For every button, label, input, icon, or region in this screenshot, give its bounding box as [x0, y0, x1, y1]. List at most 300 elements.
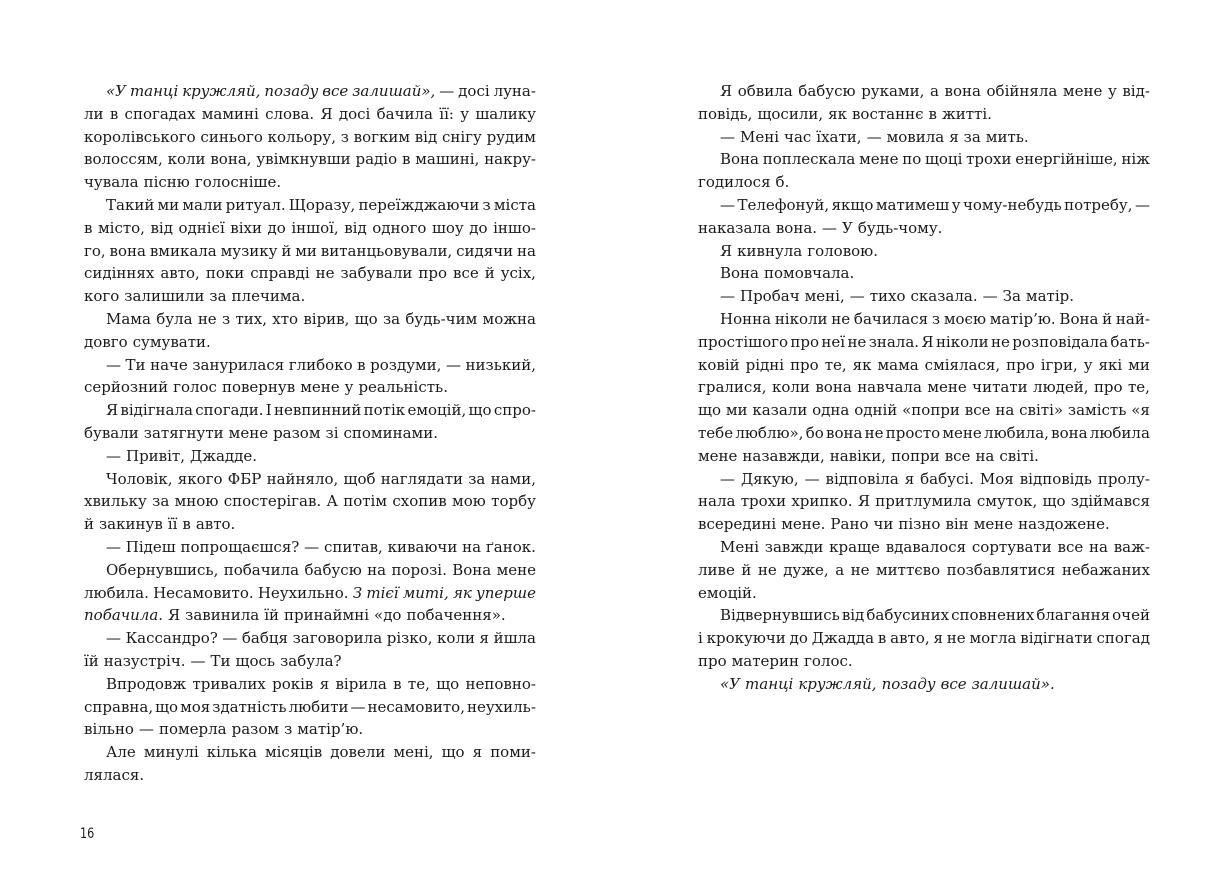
word: Вона	[720, 150, 759, 169]
word: довго	[84, 332, 128, 351]
word: в	[182, 515, 191, 534]
word: не	[946, 629, 966, 648]
word: мовила	[886, 127, 945, 146]
word: навіки,	[829, 446, 887, 465]
text-line	[84, 627, 536, 650]
word: у	[1107, 82, 1117, 100]
word: тихо	[869, 287, 906, 306]
word: сказала.	[910, 287, 978, 306]
word: будь-чим	[405, 309, 478, 328]
word: на	[975, 446, 995, 465]
word: я	[949, 127, 959, 146]
word: низький,	[465, 355, 536, 374]
word: що	[698, 401, 721, 420]
word: невпинний	[274, 401, 362, 420]
word: —	[720, 127, 735, 146]
word: щосили,	[757, 104, 824, 123]
word: знала.	[868, 332, 920, 351]
word: кружляй,	[798, 674, 877, 693]
word: спитав,	[323, 537, 383, 556]
word: —	[222, 629, 238, 648]
word: якщо	[831, 195, 874, 214]
text-line	[698, 217, 1150, 240]
word: міста	[493, 195, 536, 214]
word: —	[1134, 195, 1150, 214]
word: до	[469, 218, 488, 237]
text-line	[84, 354, 536, 377]
word: зі	[325, 423, 339, 442]
word: сумувати.	[132, 332, 211, 351]
word: я	[933, 629, 943, 648]
word: як	[852, 355, 872, 374]
word: мене	[973, 515, 1014, 534]
word: Я	[857, 492, 870, 511]
text-line	[84, 490, 536, 513]
word: поми-	[490, 743, 536, 762]
word: однієї	[178, 218, 225, 237]
word: по	[902, 150, 922, 169]
word: шоу	[431, 218, 464, 237]
text-line	[698, 399, 1150, 422]
word: киваючи	[387, 537, 458, 556]
word: «до	[374, 606, 402, 625]
word: якого	[177, 469, 223, 488]
text-line	[698, 80, 1150, 103]
word: їй	[264, 606, 280, 625]
word: лялася.	[84, 765, 145, 784]
word: бачилася	[853, 309, 929, 328]
word: За	[1002, 287, 1021, 306]
word: коли	[437, 629, 475, 648]
word: залишили	[124, 287, 205, 306]
word: мене	[942, 423, 982, 442]
word: матір’ю.	[297, 720, 364, 739]
word: Впродовж	[106, 674, 187, 693]
word: все	[940, 674, 967, 693]
text-line	[84, 308, 536, 331]
word: справна,	[84, 697, 154, 716]
word: про	[1006, 355, 1035, 374]
word: простішого	[698, 332, 788, 351]
word: неповно-	[465, 674, 536, 693]
text-line	[698, 148, 1150, 171]
word: щось	[235, 651, 276, 670]
word: нала	[698, 492, 736, 511]
word: люблю»,	[735, 423, 804, 442]
word: —	[866, 127, 882, 146]
word: тебе	[698, 423, 734, 442]
word: іншої,	[291, 218, 339, 237]
word: про	[790, 355, 819, 374]
word: що	[354, 309, 378, 328]
word: років	[272, 674, 314, 693]
text-line	[84, 559, 536, 582]
word: Ти	[125, 355, 146, 374]
text-line	[698, 468, 1150, 491]
word: годилося	[698, 173, 771, 192]
word: енергійніше,	[1015, 150, 1118, 169]
text-line	[698, 490, 1150, 513]
word: Вона	[720, 264, 759, 283]
word: чому-небудь	[962, 195, 1062, 214]
text-line	[84, 399, 536, 422]
word: все	[944, 446, 971, 465]
word: пізно	[898, 515, 941, 534]
word: —	[982, 287, 998, 306]
word: не	[850, 560, 870, 579]
word: любити	[288, 697, 349, 716]
word: все	[964, 401, 991, 420]
word: «попри	[902, 401, 960, 420]
word: на	[367, 560, 387, 579]
text-line	[84, 468, 536, 491]
word: Рано	[830, 515, 869, 534]
word: наглядати	[380, 469, 464, 488]
word: занурилася	[192, 355, 285, 374]
text-line	[84, 194, 536, 217]
word: нами,	[490, 469, 536, 488]
word: Мені	[720, 537, 760, 556]
word: з	[284, 720, 293, 739]
word: бабусю	[304, 560, 362, 579]
word: їй	[84, 651, 99, 670]
word: Чоловік,	[106, 469, 173, 488]
word: одна	[812, 401, 850, 420]
word: спогад	[1096, 629, 1150, 648]
word: Нонна	[720, 309, 772, 328]
word: —	[106, 629, 121, 648]
text-line	[84, 240, 536, 263]
word: любила	[1089, 423, 1150, 442]
word: те,	[407, 674, 430, 693]
word: попрощаєшся?	[180, 537, 300, 556]
word: на	[1089, 537, 1108, 556]
word: Відвернувшись	[720, 606, 840, 625]
word: ніж	[1121, 150, 1150, 169]
word: я	[472, 743, 483, 762]
word: мене	[496, 560, 536, 579]
word: ігри,	[1040, 355, 1078, 374]
word: мене	[300, 378, 340, 397]
word: востаннє	[851, 104, 924, 123]
text-line	[84, 582, 536, 605]
text-line	[698, 673, 1150, 696]
word: важ-	[1113, 537, 1150, 556]
word: кружляй,	[182, 82, 261, 100]
word: все	[322, 82, 349, 100]
word: ми	[157, 195, 180, 214]
page-number: 16	[80, 826, 95, 842]
word: й	[484, 264, 495, 283]
word: в	[877, 629, 887, 648]
word: сидіннях	[84, 264, 155, 283]
word: іншо-	[493, 218, 536, 237]
word: як	[452, 583, 472, 602]
word: —	[720, 195, 735, 214]
text-line	[84, 171, 536, 194]
word: спостерігав.	[223, 492, 322, 511]
text-line	[84, 604, 536, 627]
word: справді	[250, 264, 310, 283]
word: —	[106, 355, 121, 374]
word: що	[468, 401, 492, 420]
word: мить.	[985, 127, 1029, 146]
text-line	[698, 103, 1150, 126]
word: мене	[927, 378, 967, 397]
text-line	[84, 376, 536, 399]
word: у	[951, 195, 961, 214]
word: світі»	[1019, 401, 1064, 420]
word: тієї	[366, 583, 399, 602]
word: вірила	[335, 674, 387, 693]
word: в	[393, 674, 402, 693]
word: щоб	[343, 469, 376, 488]
word: очей	[1112, 606, 1150, 625]
word: мама	[877, 355, 919, 374]
word: вірив,	[303, 309, 350, 328]
word: принаймні	[284, 606, 370, 625]
word: і	[698, 629, 703, 648]
word: А	[326, 492, 338, 511]
word: гралися,	[698, 378, 767, 397]
word: потребу,	[1064, 195, 1133, 214]
word: чи	[873, 515, 894, 534]
word: мене	[859, 150, 899, 169]
word: пісню	[143, 173, 190, 192]
word: танці	[745, 674, 794, 693]
word: побачила.	[84, 606, 164, 625]
word: будь-чому.	[857, 218, 943, 237]
word: танці	[129, 82, 179, 100]
text-line	[84, 285, 536, 308]
word: —	[106, 446, 121, 465]
word: —	[106, 537, 121, 556]
word: що	[155, 697, 179, 716]
word: вона	[815, 378, 852, 397]
text-line	[84, 217, 536, 240]
word: відігнати	[1020, 629, 1093, 648]
word: мене	[698, 446, 738, 465]
word: минулі	[143, 743, 199, 762]
word: й	[281, 241, 292, 260]
word: з	[482, 195, 491, 214]
word: не	[831, 309, 851, 328]
text-line	[698, 331, 1150, 354]
word: різко,	[386, 629, 433, 648]
text-line	[84, 422, 536, 445]
word: несамовито,	[367, 697, 465, 716]
word: —	[720, 287, 735, 306]
word: Несамовито.	[153, 583, 254, 602]
word: просто	[885, 423, 941, 442]
word: в	[109, 104, 119, 123]
word: рідні	[745, 355, 785, 374]
word: й	[84, 515, 94, 534]
word: й	[1102, 309, 1113, 328]
word: неї	[821, 332, 846, 351]
word: потік	[363, 401, 406, 420]
word: місяців	[264, 743, 323, 762]
word: руками,	[861, 82, 925, 100]
word: матір.	[1025, 287, 1074, 306]
word: позаду	[881, 674, 936, 693]
word: торбу	[491, 492, 536, 511]
text-line	[84, 696, 536, 719]
word: краще	[829, 537, 880, 556]
word: Моя	[979, 469, 1014, 488]
text-line	[84, 80, 536, 103]
word: тривалих	[192, 674, 266, 693]
word: неухиль-	[466, 697, 536, 716]
word: У	[842, 218, 853, 237]
text-line	[698, 582, 1150, 605]
word: моя	[180, 697, 211, 716]
word: головою.	[807, 241, 879, 260]
word: в	[357, 355, 366, 374]
word: читати	[972, 378, 1028, 397]
word: дуже,	[783, 560, 829, 579]
word: поки	[205, 264, 245, 283]
word: Але	[106, 743, 136, 762]
word: хвильку	[84, 492, 147, 511]
word: схопив	[392, 492, 447, 511]
word: була	[156, 309, 193, 328]
text-line	[698, 422, 1150, 445]
word: притлумила	[875, 492, 972, 511]
word: все	[453, 264, 479, 283]
word: спро-	[493, 401, 536, 420]
text-line	[698, 445, 1150, 468]
word: емоцій.	[698, 583, 757, 602]
word: час	[784, 127, 812, 146]
word: завинила	[185, 606, 260, 625]
word: повернув	[221, 378, 296, 397]
word: Такий	[106, 195, 155, 214]
text-line	[698, 354, 1150, 377]
word: забували	[340, 264, 413, 283]
word: мені,	[393, 743, 434, 762]
word: до	[267, 218, 286, 237]
word: Ти	[210, 651, 231, 670]
text-line	[698, 559, 1150, 582]
word: луна-	[493, 82, 536, 100]
word: здіймався	[1070, 492, 1150, 511]
text-line	[698, 536, 1150, 559]
word: назавжди,	[742, 446, 825, 465]
word: любила.	[84, 583, 149, 602]
word: Вона	[452, 560, 492, 579]
word: побачила	[223, 560, 300, 579]
word: Телефонуй,	[737, 195, 830, 214]
word: відігнала	[120, 401, 193, 420]
word: миттєво	[875, 560, 941, 579]
word: бать-	[1110, 332, 1150, 351]
word: за	[963, 127, 981, 146]
text-line	[698, 126, 1150, 149]
word: наче	[150, 355, 188, 374]
word: хрипко.	[791, 492, 853, 511]
word: мене	[1062, 82, 1103, 100]
text-line	[698, 171, 1150, 194]
word: авто,	[890, 629, 930, 648]
word: Джадде.	[190, 446, 258, 465]
word: ніколи	[774, 309, 828, 328]
word: у	[460, 104, 470, 123]
word: Вона	[1059, 309, 1099, 328]
text-line	[698, 285, 1150, 308]
word: —	[304, 537, 320, 556]
word: залишай»,	[352, 82, 436, 100]
word: про	[698, 651, 727, 670]
word: те,	[824, 355, 847, 374]
text-line	[84, 718, 536, 741]
word: миті,	[402, 583, 449, 602]
word: слова.	[265, 104, 315, 123]
word: віхи	[230, 218, 262, 237]
word: здатність	[212, 697, 287, 716]
word: голосніше.	[194, 173, 282, 192]
word: Я	[921, 332, 934, 351]
word: І	[265, 401, 272, 420]
word: кого	[84, 287, 120, 306]
word: не	[864, 423, 884, 442]
word: щоці	[924, 150, 963, 169]
word: тих,	[235, 309, 267, 328]
word: не	[991, 332, 1010, 351]
word: довели	[330, 743, 386, 762]
word: ніколи	[935, 332, 989, 351]
word: не	[315, 264, 335, 283]
text-line	[698, 376, 1150, 399]
word: спогадах	[124, 104, 196, 123]
word: вільно	[84, 720, 134, 739]
word: з	[931, 309, 941, 328]
word: Я	[320, 104, 333, 123]
word: кілька	[206, 743, 257, 762]
word: «У	[106, 82, 127, 100]
word: Я	[720, 241, 733, 260]
word: могла	[969, 629, 1017, 648]
word: смуток,	[976, 492, 1038, 511]
word: що	[441, 743, 465, 762]
word: авто,	[160, 264, 200, 283]
word: людей,	[1033, 378, 1089, 397]
word: бабусиних	[866, 606, 950, 625]
text-line	[698, 513, 1150, 536]
word: а	[835, 560, 845, 579]
word: на	[517, 241, 536, 260]
word: повідь,	[698, 104, 753, 123]
word: Дякую,	[740, 469, 799, 488]
word: що	[1042, 492, 1066, 511]
word: а	[929, 82, 939, 100]
word: емоцій,	[407, 401, 467, 420]
word: затягнути	[143, 423, 224, 442]
word: йшла	[493, 629, 536, 648]
text-line	[698, 240, 1150, 263]
word: я	[479, 629, 490, 648]
word: за	[382, 309, 401, 328]
word: житті.	[941, 104, 992, 123]
word: обвила	[737, 82, 793, 100]
word: те,	[1128, 378, 1150, 397]
word: вона	[826, 423, 863, 442]
word: ковій	[698, 355, 740, 374]
word: до	[789, 629, 808, 648]
word: —	[138, 720, 154, 739]
word: наздожене.	[1018, 515, 1110, 534]
word: —	[350, 697, 366, 716]
